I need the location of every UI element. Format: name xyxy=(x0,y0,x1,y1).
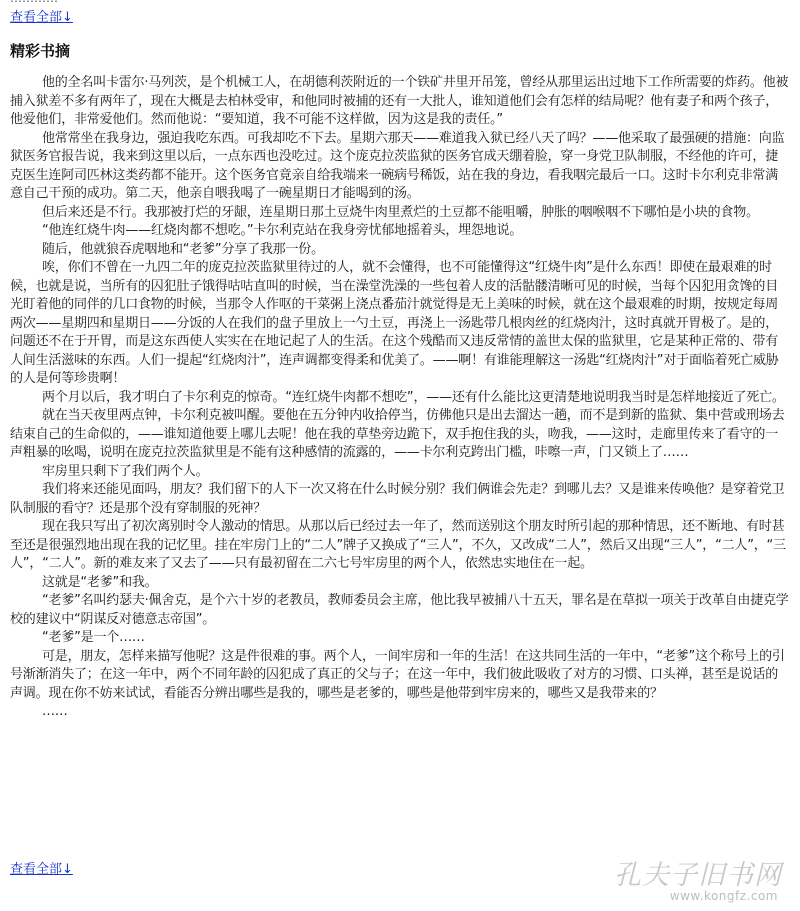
watermark-url: www.kongfz.com xyxy=(669,889,778,903)
excerpt-paragraph: “他连红烧牛肉——红烧肉都不想吃。”卡尔利克站在我身旁忧郁地摇着头，埋怨地说。 xyxy=(42,223,523,238)
excerpt-paragraph: 他常常坐在我身边，强迫我吃东西。可我却吃不下去。星期六那天——难道我入狱已经八天了吗？——他采取了最强硬的措施：向监狱医务官报告说，我来到这里以后，一点东西也没吃过。这个庞克拉茨监狱的医务官成天绷着脸，穿一身党卫队制服，不经他的许可，捷克医生连阿司匹林这类药都不能开。这个医务官竟亲自给我端来一碗病号稀饭，站在我的身边，看我咽完最后一口。这时卡尔利克非常满意自己干预的成功。第二天，他亲自喂我喝了一碗星期日才能喝到的汤。 xyxy=(10,130,785,201)
excerpt-paragraph: 唉，你们不曾在一九四二年的庞克拉茨监狱里待过的人，就不会懂得，也不可能懂得这“红烧牛肉”是什么东西！即使在最艰难的时候，也就是说，当所有的囚犯肚子饿得咕咕直叫的时候，当在澡堂洗澡的一些包着人皮的活骷髅清晰可见的时候，当每个囚犯用贪馋的目光盯着他的同伴的几口食物的时候，当那令人作呕的干菜粥上浇点番茄汁就觉得是无上美味的时候，就在这个最艰难的时期，按规定每周两次——星期四和星期日——分饭的人在我们的盘子里放上一勺土豆，再浇上一汤匙带几根肉丝的红烧肉汁，这时真就开胃极了。是的，问题还不在于开胃，而是这东西使人实实在在地记起了人的生活。在这个残酷而又违反常情的盖世太保的监狱里，它是某种正常的、带有人间生活滋味的东西。人们一提起“红烧肉汁”，连声调都变得柔和优美了。——啊！有谁能理解这一汤匙“红烧肉汁”对于面临着死亡威胁的人是何等珍贵啊！ xyxy=(10,260,779,386)
excerpt-paragraph: 随后，他就狼吞虎咽地和“老爹”分享了我那一份。 xyxy=(42,241,324,257)
excerpt-paragraph: 但后来还是不行。我那被打烂的牙龈，连星期日那土豆烧牛肉里煮烂的土豆都不能咀嚼，肿胀的咽喉咽不下哪怕是小块的食物。 xyxy=(42,204,759,220)
section-title: 精彩书摘 xyxy=(10,42,71,60)
excerpt-paragraph: “老爹”名叫约瑟夫·佩舍克，是个六十岁的老教员，教师委员会主席，他比我早被捕八十五天，罪名是在草拟一项关于改革自由捷克学校的建议中“阴谋反对德意志帝国”。 xyxy=(10,593,789,627)
excerpt-paragraph: “老爹”是一个…… xyxy=(42,630,145,645)
excerpt-paragraph: …… xyxy=(42,704,68,719)
excerpt-paragraph: 就在当天夜里两点钟，卡尔利克被叫醒。要他在五分钟内收拾停当，仿佛他只是出去溜达一趟，而不是到新的监狱、集中营或刑场去结束自己的生命似的，——谁知道他要上哪儿去呢！他在我的草垫旁边跪下，双手抱住我的头，吻我，——这时，走廊里传来了看守的一声粗暴的吆喝，说明在庞克拉茨监狱里是不能有这种感情的流露的，——卡尔利克跨出门槛，咔嚓一声，门又锁上了…… xyxy=(10,408,785,460)
excerpt-paragraph: 他的全名叫卡雷尔·马列茨，是个机械工人，在胡德利茨附近的一个铁矿井里开吊笼，曾经从那里运出过地下工作所需要的炸药。他被捕入狱差不多有两年了，现在大概是去柏林受审，和他同时被捕的还有一大批人，谁知道他们会有怎样的结局呢？他有妻子和两个孩子，他爱他们，非常爱他们。然而他说：“要知道，我不可能不这样做，因为这是我的责任。” xyxy=(10,75,789,127)
view-all-link-top[interactable]: 查看全部↓ xyxy=(10,10,73,25)
excerpt-paragraph: 牢房里只剩下了我们两个人。 xyxy=(42,463,209,479)
excerpt-paragraph: 现在我只写出了初次离别时令人激动的情思。从那以后已经过去一年了，然而送别这个朋友时所引起的那种情思，还不断地、有时甚至还是很强烈地出现在我的记忆里。挂在牢房门上的“二人”牌子又换成了“三人”，不久，又改成“二人”，然后又出现“三人”，“二人”，“三人”，“二人”。新的难友来了又去了——只有最初留在二六七号牢房里的两个人，依然忠实地住在一起。 xyxy=(10,519,786,571)
book-excerpt xyxy=(10,74,790,722)
view-all-link-bottom[interactable]: 查看全部↓ xyxy=(10,862,73,877)
excerpt-paragraph: 两个月以后，我才明白了卡尔利克的惊奇。“连红烧牛肉都不想吃”，——还有什么能比这更清楚地说明我当时是怎样地接近了死亡。 xyxy=(42,389,785,405)
watermark-logo-text: 孔夫子旧书网 xyxy=(614,860,782,891)
cropped-previous-text xyxy=(10,0,58,5)
excerpt-paragraph: 可是，朋友，怎样来描写他呢？这是件很难的事。两个人，一间牢房和一年的生活！在这共同生活的一年中，“老爹”这个称号上的引号渐渐消失了；在这一年中，两个不同年龄的囚犯成了真正的父与子；在这一年中，我们彼此吸收了对方的习惯、口头禅，甚至是说话的声调。现在你不妨来试试，看能否分辨出哪些是我的，哪些是老爹的，哪些是他带到牢房来的，哪些又是我带来的？ xyxy=(10,648,785,701)
excerpt-paragraph: 我们将来还能见面吗，朋友？我们留下的人下一次又将在什么时候分别？我们俩谁会先走？到哪儿去？又是谁来传唤他？是穿着党卫队制服的看守？还是那个没有穿制服的死神？ xyxy=(10,482,785,516)
excerpt-paragraph: 这就是“老爹”和我。 xyxy=(42,574,158,590)
